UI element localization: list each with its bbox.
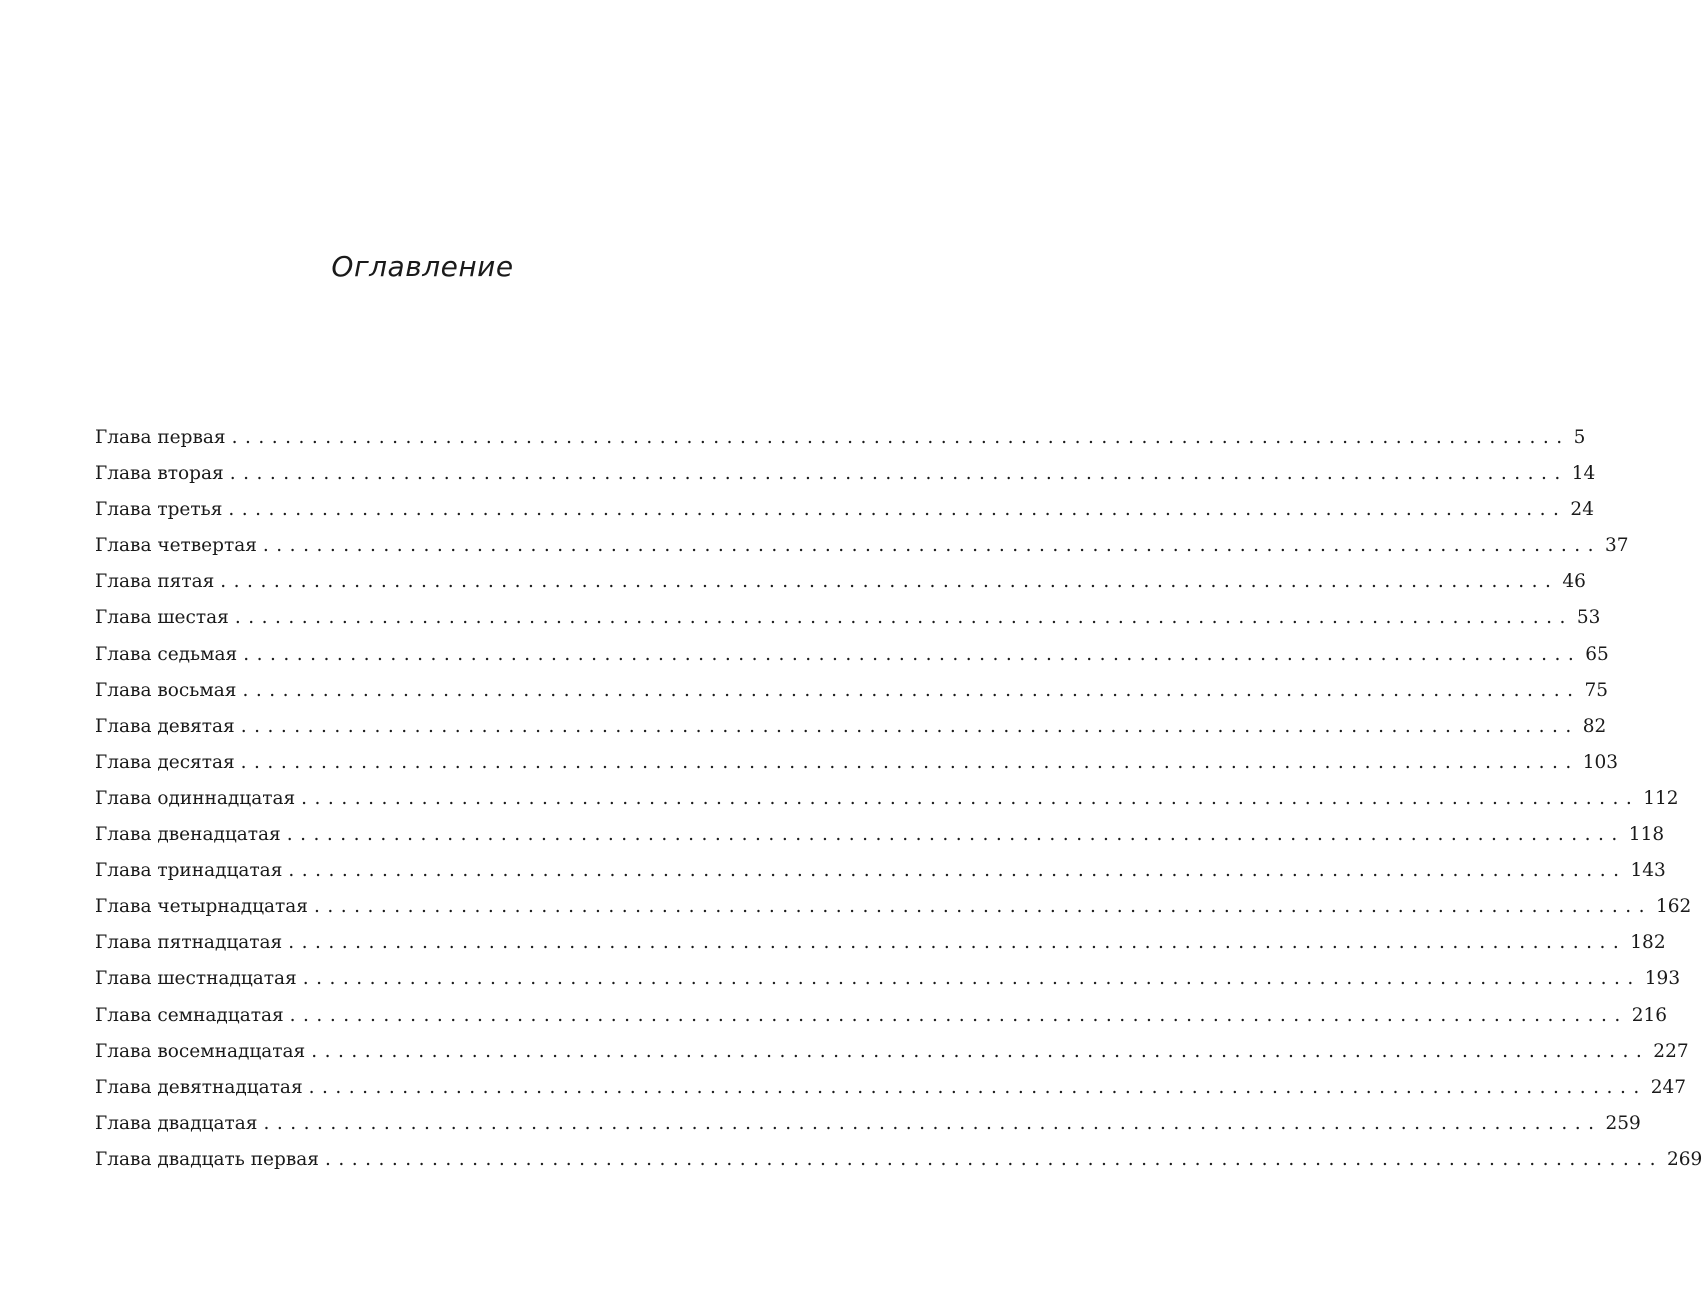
toc-entry-label: Глава двадцать первая — [95, 1148, 319, 1170]
dot-leader: .................................................................................................... — [308, 1076, 1647, 1098]
dot-leader: .................................................................................................... — [240, 715, 1579, 737]
toc-entry-label: Глава шестнадцатая — [95, 968, 297, 990]
toc-entry-17 — [95, 998, 1668, 1034]
toc-entry-3 — [95, 492, 1594, 528]
toc-entry-page: 14 — [1571, 463, 1596, 485]
toc-entry-label: Глава четвертая — [95, 535, 257, 557]
toc-entry-page: 103 — [1582, 751, 1619, 773]
toc-entry-6 — [95, 600, 1601, 636]
toc-entry-label: Глава пятнадцатая — [95, 932, 283, 954]
toc-entry-page: 162 — [1656, 896, 1692, 918]
page-title: Оглавление — [331, 250, 514, 283]
toc-entry-14 — [95, 889, 1692, 925]
toc-entry-1 — [95, 420, 1586, 456]
toc-entry-label: Глава тринадцатая — [95, 860, 283, 882]
toc-entry-label: Глава вторая — [95, 463, 224, 485]
toc-entry-label: Глава восьмая — [95, 679, 237, 701]
dot-leader: .................................................................................................... — [302, 968, 1641, 990]
toc-entry-page: 247 — [1650, 1076, 1687, 1098]
toc-entry-page: 82 — [1582, 715, 1607, 737]
table-of-contents — [95, 420, 1702, 1178]
toc-entry-7 — [95, 637, 1609, 673]
dot-leader: .................................................................................................... — [263, 1112, 1602, 1134]
toc-entry-2 — [95, 456, 1596, 492]
toc-entry-15 — [95, 925, 1666, 961]
toc-entry-11 — [95, 781, 1679, 817]
toc-entry-label: Глава третья — [95, 499, 223, 521]
toc-entry-8 — [95, 673, 1609, 709]
dot-leader: .................................................................................................... — [229, 463, 1568, 485]
toc-entry-page: 216 — [1631, 1004, 1668, 1026]
toc-entry-label: Глава девятнадцатая — [95, 1076, 303, 1098]
toc-entry-page: 182 — [1630, 932, 1666, 954]
toc-entry-label: Глава пятая — [95, 571, 215, 593]
toc-entry-label: Глава первая — [95, 427, 226, 448]
dot-leader: .................................................................................................... — [288, 932, 1627, 954]
toc-entry-10 — [95, 745, 1619, 781]
dot-leader: .................................................................................................... — [286, 824, 1625, 846]
dot-leader: .................................................................................................... — [262, 535, 1601, 557]
dot-leader: .................................................................................................... — [243, 643, 1582, 665]
dot-leader: .................................................................................................... — [289, 1004, 1628, 1026]
dot-leader: .................................................................................................... — [313, 896, 1653, 918]
toc-entry-label: Глава шестая — [95, 607, 229, 629]
toc-entry-page: 227 — [1653, 1040, 1689, 1062]
toc-entry-page: 75 — [1584, 679, 1609, 701]
toc-entry-20 — [95, 1106, 1641, 1142]
toc-entry-page: 5 — [1573, 427, 1586, 448]
dot-leader: .................................................................................................... — [301, 787, 1640, 809]
toc-entry-page: 112 — [1643, 787, 1679, 809]
dot-leader: .................................................................................................... — [234, 607, 1573, 629]
toc-entry-label: Глава двадцатая — [95, 1112, 258, 1134]
toc-entry-label: Глава двенадцатая — [95, 824, 281, 846]
toc-entry-label: Глава одиннадцатая — [95, 787, 296, 809]
toc-entry-label: Глава десятая — [95, 751, 235, 773]
toc-entry-page: 65 — [1585, 643, 1609, 665]
dot-leader: .................................................................................................... — [311, 1040, 1650, 1062]
toc-entry-label: Глава семнадцатая — [95, 1004, 284, 1026]
dot-leader: .................................................................................................... — [228, 499, 1567, 521]
dot-leader: .................................................................................................... — [220, 571, 1559, 593]
toc-entry-18 — [95, 1034, 1689, 1070]
toc-entry-4 — [95, 528, 1629, 564]
toc-entry-page: 37 — [1604, 535, 1629, 557]
toc-entry-page: 46 — [1562, 571, 1586, 593]
toc-entry-page: 259 — [1605, 1112, 1641, 1134]
toc-entry-16 — [95, 961, 1681, 997]
toc-entry-19 — [95, 1070, 1687, 1106]
toc-entry-page: 143 — [1630, 860, 1666, 882]
toc-entry-label: Глава восемнадцатая — [95, 1040, 306, 1062]
dot-leader: .................................................................................................... — [240, 751, 1579, 773]
toc-entry-label: Глава седьмая — [95, 643, 238, 665]
toc-entry-page: 118 — [1628, 824, 1665, 846]
toc-entry-5 — [95, 564, 1586, 600]
toc-entry-label: Глава девятая — [95, 715, 235, 737]
dot-leader: .................................................................................................... — [242, 679, 1581, 701]
toc-entry-label: Глава четырнадцатая — [95, 896, 308, 918]
toc-entry-21 — [95, 1142, 1702, 1178]
toc-entry-13 — [95, 853, 1666, 889]
dot-leader: .................................................................................................... — [231, 427, 1570, 448]
toc-entry-page: 193 — [1644, 968, 1681, 990]
toc-entry-page: 269 — [1667, 1148, 1702, 1170]
toc-entry-page: 24 — [1570, 499, 1594, 521]
toc-entry-page: 53 — [1576, 607, 1601, 629]
toc-entry-9 — [95, 709, 1607, 745]
toc-entry-12 — [95, 817, 1665, 853]
dot-leader: .................................................................................................... — [324, 1148, 1663, 1170]
dot-leader: .................................................................................................... — [288, 860, 1627, 882]
